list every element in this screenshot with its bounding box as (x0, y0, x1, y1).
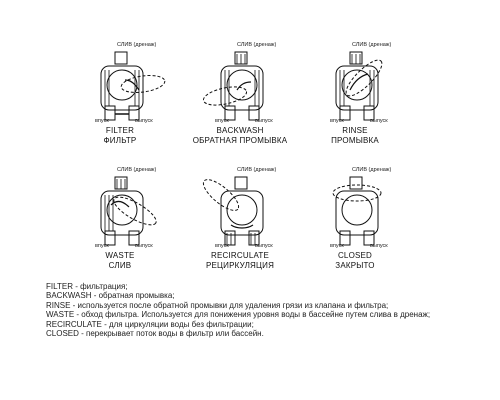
inlet-label: впуск (215, 243, 229, 249)
valve-rinse-drawing (300, 40, 410, 140)
legend-closed: CLOSED - перекрывает поток воды в фильтр или бассейн. (46, 329, 264, 339)
outlet-label: выпуск (370, 118, 388, 124)
valve-backwash-ru: ОБРАТНАЯ ПРОМЫВКА (192, 136, 288, 145)
legend (46, 282, 466, 338)
legend-recirculate: RECIRCULATE - для циркуляции воды без фильтрации; (46, 319, 254, 329)
inlet-label: впуск (95, 118, 109, 124)
outlet-label: выпуск (135, 243, 153, 249)
valve-waste-ru: СЛИВ (108, 261, 132, 270)
valve-rinse-en: RINSE (342, 126, 368, 135)
legend-rinse: RINSE - используется после обратной промывки для удаления грязи из клапана и фильтра; (46, 300, 389, 310)
drain-label: СЛИВ (дренаж) (237, 42, 277, 48)
valve-waste-en: WASTE (105, 251, 135, 260)
legend-filter: FILTER - фильтрация; (46, 282, 128, 291)
valve-filter-ru: ФИЛЬТР (103, 136, 137, 145)
drain-label: СЛИВ (дренаж) (352, 167, 392, 173)
valve-filter-en: FILTER (105, 126, 135, 135)
outlet-label: выпуск (135, 118, 153, 124)
valve-rinse-ru: ПРОМЫВКА (331, 136, 379, 145)
inlet-label: впуск (330, 243, 344, 249)
valve-rinse (300, 40, 410, 165)
outlet-label: выпуск (370, 243, 388, 249)
valve-closed-ru: ЗАКРЫТО (335, 261, 375, 270)
valve-filter-drawing (65, 40, 175, 140)
valve-recirculate (185, 165, 295, 290)
inlet-label: впуск (215, 118, 229, 124)
inlet-label: впуск (95, 243, 109, 249)
outlet-label: выпуск (255, 118, 273, 124)
drain-label: СЛИВ (дренаж) (117, 42, 157, 48)
valve-filter (65, 40, 175, 165)
valve-backwash (185, 40, 295, 165)
legend-waste: WASTE - обход фильтра. Используется для понижения уровня воды в бассейне путем слива в дренаж; (46, 310, 431, 320)
valve-waste-drawing (65, 165, 175, 265)
inlet-label: впуск (330, 118, 344, 124)
legend-backwash: BACKWASH - обратная промывка; (46, 291, 175, 301)
valve-closed (300, 165, 410, 290)
valve-recirculate-drawing (185, 165, 295, 265)
valve-closed-drawing (300, 165, 410, 265)
valve-recirculate-ru: РЕЦИРКУЛЯЦИЯ (205, 261, 275, 270)
valve-waste (65, 165, 175, 290)
outlet-label: выпуск (255, 243, 273, 249)
valve-backwash-drawing (185, 40, 295, 140)
drain-label: СЛИВ (дренаж) (352, 42, 392, 48)
valve-backwash-en: BACKWASH (216, 126, 264, 135)
valve-recirculate-en: RECIRCULATE (210, 251, 270, 260)
drain-label: СЛИВ (дренаж) (237, 167, 277, 173)
valve-closed-en: CLOSED (337, 251, 373, 260)
drain-label: СЛИВ (дренаж) (117, 167, 157, 173)
